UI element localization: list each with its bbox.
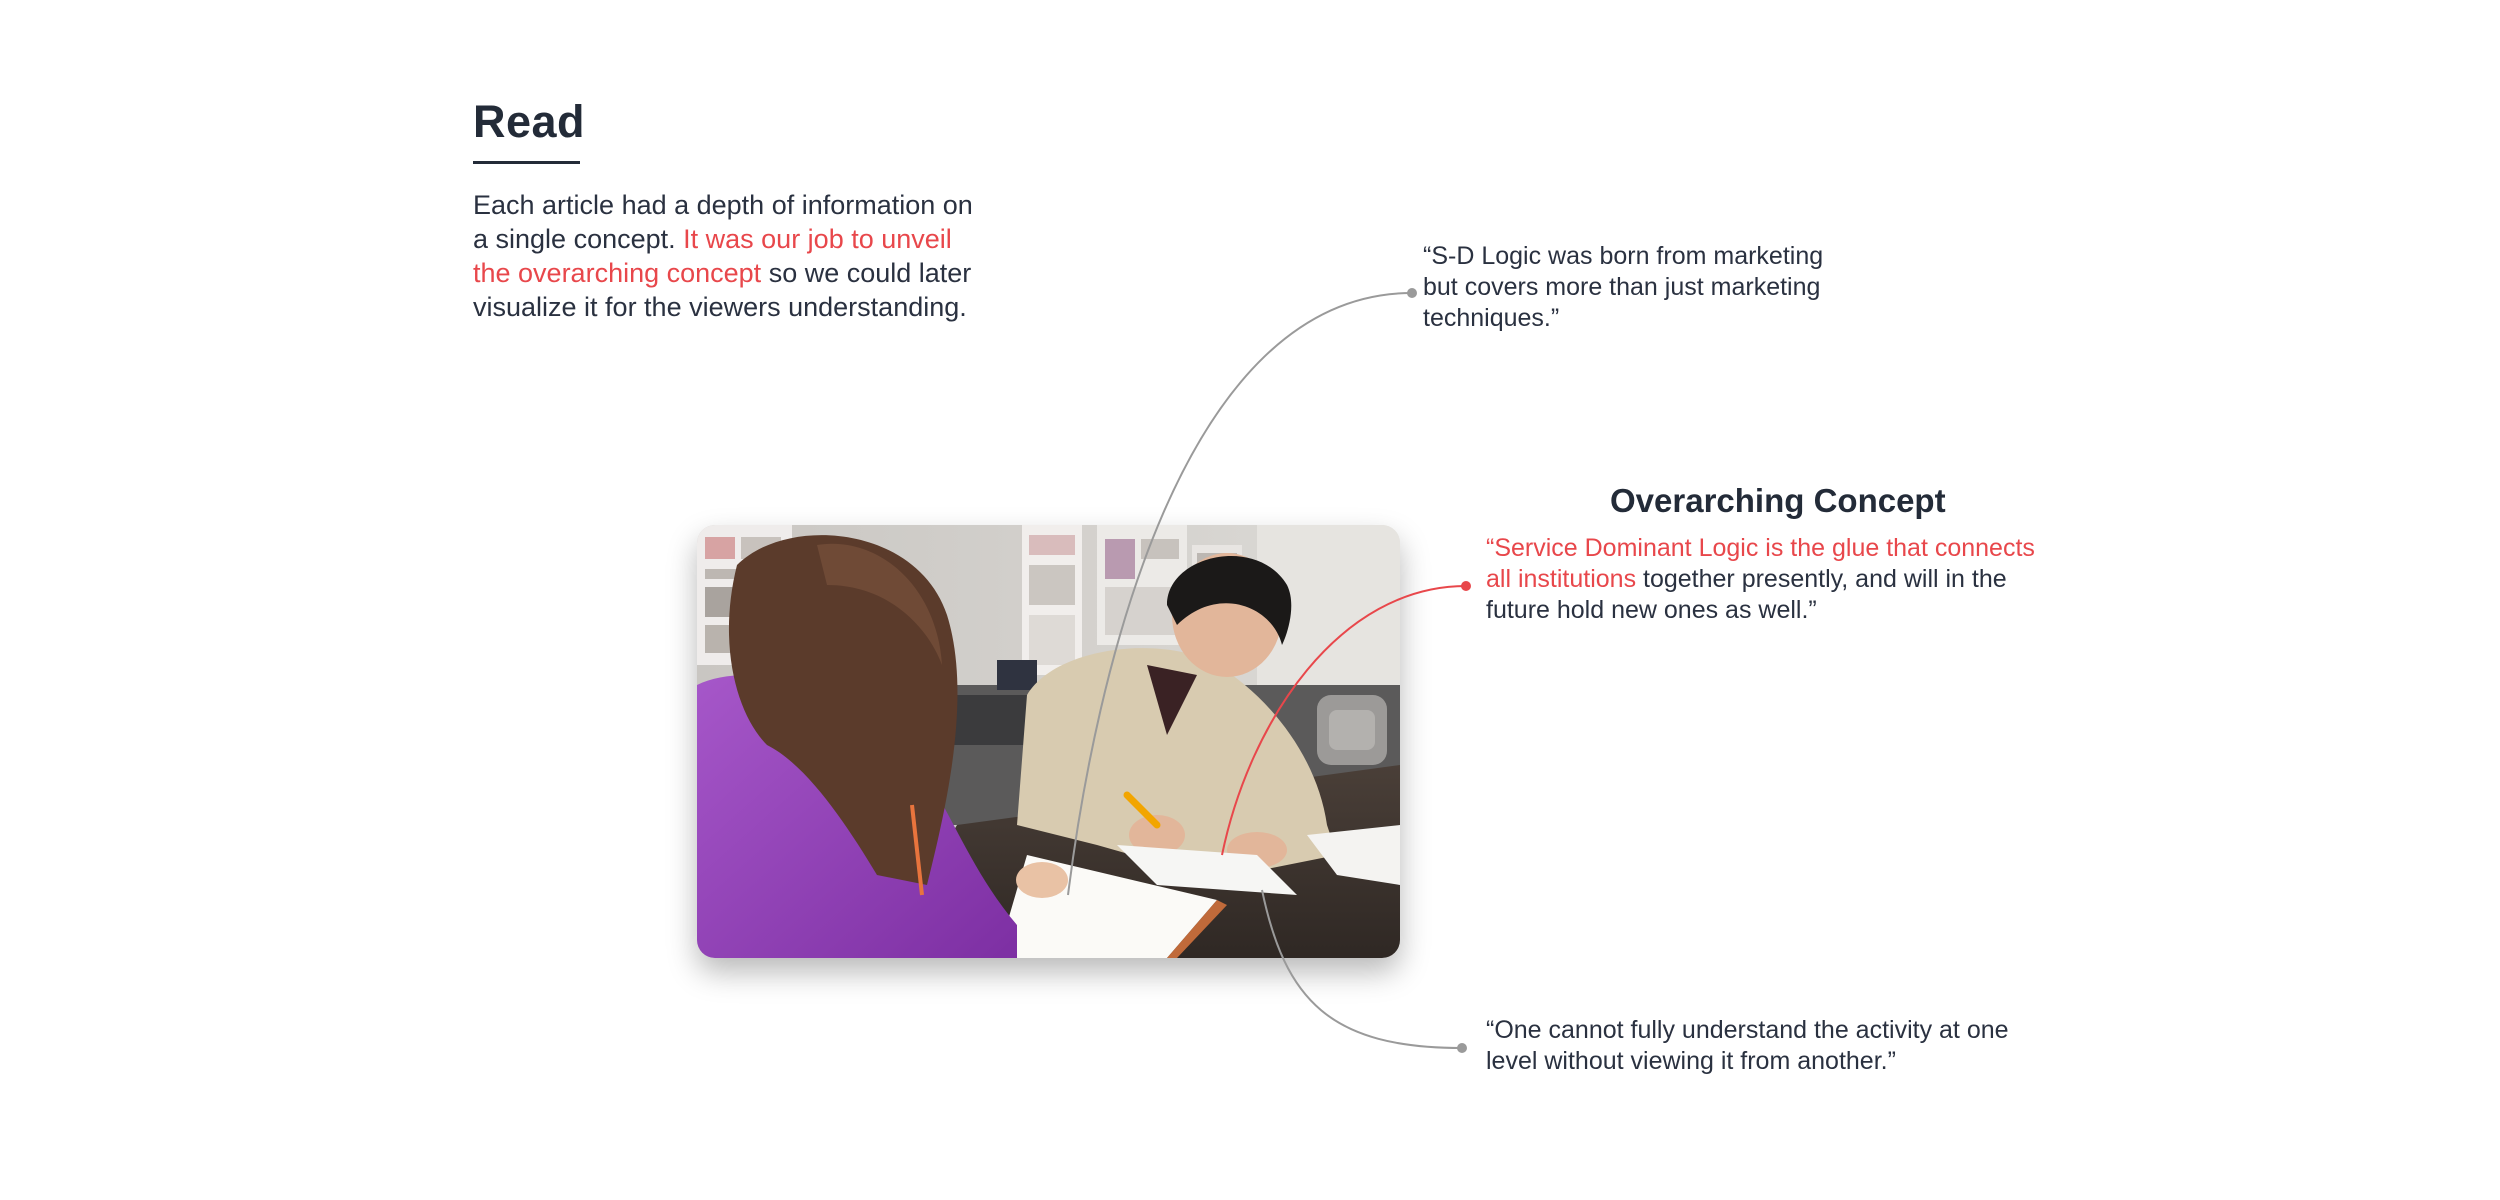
connector-dot-bottom bbox=[1457, 1043, 1467, 1053]
read-text-end: so we could later visualize it for the viewers understanding. bbox=[473, 258, 972, 322]
concept-quote-rest: together presently, and will in the future hold new ones as well.” bbox=[1486, 565, 2007, 624]
connector-dot-top bbox=[1407, 288, 1417, 298]
read-text-start: Each article had a depth of information on a single concept. bbox=[473, 190, 973, 254]
quote-bottom: “One cannot fully understand the activity at one level without viewing it from another.” bbox=[1486, 1016, 2009, 1075]
quote-top: “S-D Logic was born from marketing but covers more than just marketing techniques.” bbox=[1423, 242, 1824, 332]
title-underline bbox=[473, 161, 580, 164]
concept-quote bbox=[1486, 533, 2066, 626]
section-title: Read bbox=[473, 96, 586, 147]
concept-quote-highlight: “Service Dominant Logic is the glue that connects all institutions bbox=[1486, 534, 2035, 593]
concept-title: Overarching Concept bbox=[1610, 482, 1946, 519]
students-photo bbox=[697, 525, 1400, 958]
connector-dot-middle bbox=[1461, 581, 1471, 591]
photo-illustration bbox=[697, 525, 1400, 958]
read-description bbox=[473, 188, 993, 324]
read-text-highlight: It was our job to unveil the overarching concept bbox=[473, 224, 952, 288]
